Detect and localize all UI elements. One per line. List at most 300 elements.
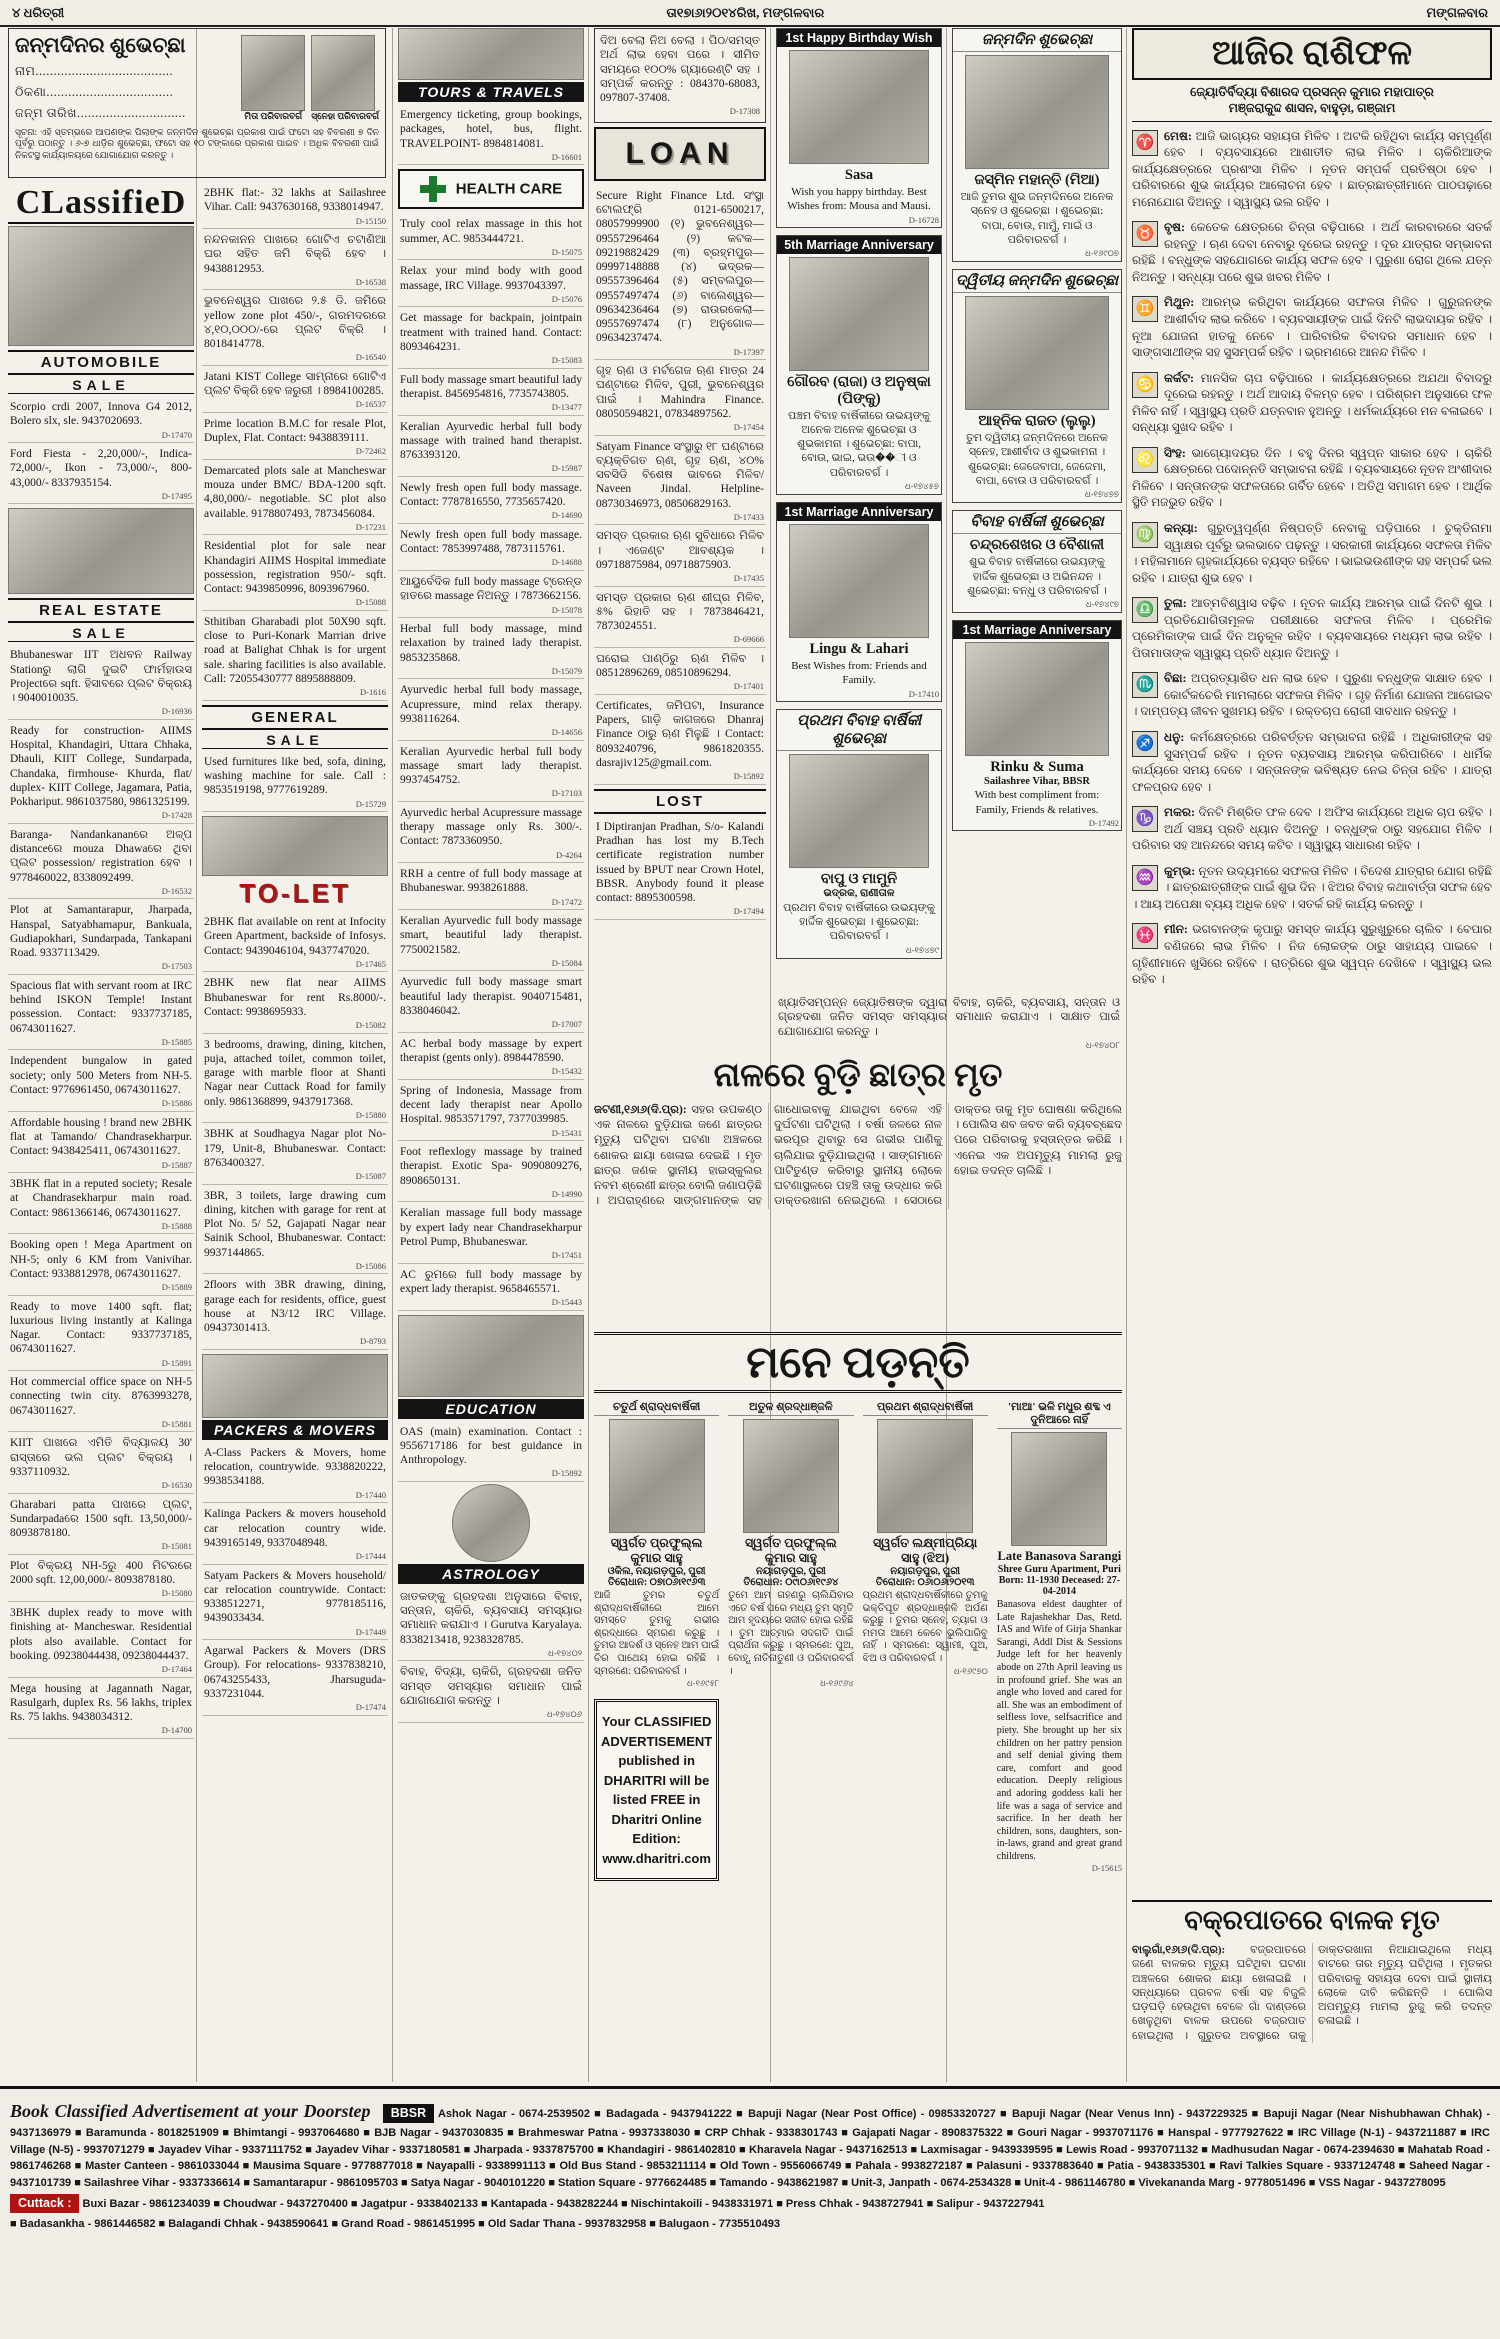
notice-line: Dharitri Online — [611, 1811, 702, 1827]
horoscope-entry — [1132, 219, 1492, 285]
health-care-logo — [398, 169, 584, 209]
greeting-box — [776, 28, 942, 228]
classified-ad — [594, 587, 766, 648]
ad-ref: D-72462 — [355, 446, 386, 457]
ad-text: Jatani KIST College ସାମ୍ନାରେ ଗୋଟିଏ ପ୍ଲଟ ବିକ୍ରି ହେବ ଜରୁରୀ । 8984100285. — [204, 370, 386, 398]
sale-label: SALE — [8, 377, 194, 394]
horoscope-entries — [1132, 128, 1492, 988]
ad-ref: D-17454 — [733, 422, 764, 433]
ad-text: Plot at Samantarapur, Jharpada, Hanspal, Satyabhamapur, Bankuala, Gudiapokhari, Sundarpada, Tankapani Road. 9337113429. — [10, 904, 192, 960]
classified-ad — [398, 863, 584, 910]
real-estate-photo — [8, 508, 194, 594]
ad-text: 3BHK flat in a reputed society; Resale at Chandrasekharpur main road. Contact: 9861366146, 06743011627. — [10, 1178, 192, 1219]
ad-text: ଆୟୁର୍ବେଦିକ full body massage ଟ୍ରେନ୍ଡ ହାତରେ massage ନିଅନ୍ତୁ । 7873662156. — [400, 576, 582, 603]
classified-ad — [202, 911, 388, 972]
to-let-section-label: TO-LET — [239, 878, 351, 909]
horoscope-text: ନୂତନ ଉଦ୍ୟମରେ ସଫଳତା ମିଳିବ । ବିଦେଶ ଯାତ୍ରାର ଯୋଗ ରହିଛି । ଛାତ୍ରଛାତ୍ରୀଙ୍କ ପାଇଁ ଶୁଭ ଦିନ । ଝିଅର ବିବାହ କଥାବାର୍ତ୍ତା ସଫଳ ହେବ । ଆୟ ଅପେକ୍ଷା ବ୍ୟୟ ଅଧିକ ହେବ । ସତର୍କ ରହି କାର୍ଯ୍ୟ କରନ୍ତୁ । — [1132, 863, 1492, 911]
ad-ref: D-15082 — [355, 1020, 386, 1031]
deceased-dates: ତିରୋଧାନ: ୦୯ା୦୬ା୧୯୬୪ — [743, 1577, 839, 1588]
greeting-name: Rinku & Suma — [990, 759, 1084, 776]
news-article-drowning — [594, 1058, 1122, 1326]
greeting-box — [952, 28, 1122, 262]
dateline: ବାଲୁଗାଁ,୧୬ା୬(ଦି.ପ୍ର): — [1132, 1944, 1226, 1956]
ad-text: Scorpio crdi 2007, Innova G4 2012, Bolero slx, sle. 9437020693. — [10, 401, 192, 428]
classified-ad — [202, 1640, 388, 1716]
horoscope-entry — [1132, 370, 1492, 436]
ad-ref: D-15615 — [1091, 1863, 1122, 1874]
zodiac-name: ମକର: — [1164, 805, 1195, 820]
classified-ad — [398, 524, 584, 571]
deceased-dates: ତିରୋଧାନ: ୦୬ା୦୬ା୨୦୧୩ — [875, 1577, 975, 1588]
form-title: ଜନ୍ମଦିନର ଶୁଭେଚ୍ଛା — [15, 33, 186, 57]
ad-text: Herbal full body massage, mind relaxation by trained lady therapist. 9853235868. — [400, 623, 582, 664]
classified-ad — [202, 1185, 388, 1275]
greeting-box — [952, 269, 1122, 503]
column-2 — [202, 182, 388, 2084]
classified-ad — [398, 1080, 584, 1141]
deceased-name: ସ୍ୱର୍ଗତ ପ୍ରଫୁଲ୍ଲ କୁମାର ସାହୁ — [610, 1536, 703, 1565]
classified-ad — [202, 1442, 388, 1503]
ad-text: 2BHK new flat near AIIMS Bhubaneswar for rent Rs.8000/-. Contact: 9938695933. — [204, 977, 386, 1018]
classified-ad — [8, 1371, 194, 1432]
classified-ad — [202, 1565, 388, 1641]
photo-caption: ମିତା ପରିବାରବର୍ଗ — [244, 111, 303, 121]
classified-ad — [8, 720, 194, 824]
zodiac-icon: ♐ — [1132, 731, 1158, 757]
ad-text: Spacious flat with servant room at IRC behind ISKON Temple! Instant possession. Contact: 9337737185, 06743011627. — [10, 979, 192, 1035]
greeting-photo — [789, 257, 929, 371]
greeting-header: ଜନ୍ମଦିନ ଶୁଭେଚ୍ଛା — [953, 29, 1121, 52]
greeting-header: 1st Marriage Anniversary — [953, 621, 1121, 639]
classified-ad — [398, 369, 584, 416]
medical-cross-icon — [420, 176, 446, 202]
health-care-section-label: HEALTH CARE — [455, 180, 563, 198]
ad-ref: D-17503 — [161, 961, 192, 972]
ad-ref: D-17007 — [551, 1019, 582, 1030]
ad-ref: D-17397 — [733, 346, 764, 357]
greeting-header: ବିବାହ ବାର୍ଷିକୀ ଶୁଭେଚ୍ଛା — [953, 511, 1121, 534]
column-divider — [392, 28, 393, 2082]
ad-text: I Diptiranjan Pradhan, S/o- Kalandi Pradhan has lost my B.Tech certificate registration number issued by BPUT near Crown Hotel, BBSR. Anybody found it please contact: 8895300598. — [596, 820, 764, 904]
greeting-photo — [965, 296, 1108, 410]
ad-text: Hot commercial office space on NH-5 connecting twin city. 8763993278, 06743011627. — [10, 1376, 192, 1417]
ad-text: Truly cool relax massage in this hot summer, AC. 9853444721. — [400, 218, 582, 245]
ad-text: Ready for construction- AIIMS Hospital, Khandagiri, Uttara Chhaka, Dhauli, KIIT College, Sundarpada, Chandaka, firmhouse- Khurda, flat/ duplex- KIIT College, Jagamara, Patia, Pokhariput. 9861037580, 9861325199. — [10, 724, 192, 809]
ad-ref: D-17103 — [551, 788, 582, 799]
greeting-header: 1st Marriage Anniversary — [777, 503, 941, 521]
memorial-title: ମନେ ପଡ଼ନ୍ତି — [594, 1332, 1122, 1393]
portrait-photo — [1011, 1432, 1107, 1546]
classified-ad — [594, 360, 766, 436]
deceased-address: ନୟାଗଡ଼ପୁର, ପୁରୀ — [755, 1566, 826, 1577]
ad-text: ବିବାହ, ବିଦ୍ୟା, ଚାକିରି, ଗ୍ରହଦଶା ଜନିତ ସମସ୍ତ ସମସ୍ୟାର ସମାଧାନ ପାଇଁ ଯୋଗାଯୋଗ କରନ୍ତୁ । — [400, 1666, 582, 1707]
zodiac-icon: ♑ — [1132, 806, 1158, 832]
form-field-address: ଠିକଣା................................... — [15, 85, 174, 99]
astrology-ads — [398, 1586, 584, 1723]
greeting-box — [776, 502, 942, 702]
greeting-name: Sasa — [844, 167, 874, 183]
general-sale-ads — [202, 751, 388, 812]
ad-ref: D-17472 — [551, 896, 582, 907]
zodiac-icon: ♒ — [1132, 865, 1158, 891]
classified-ad — [202, 460, 388, 536]
classified-ad — [202, 229, 388, 290]
ad-ref: D-17440 — [355, 1489, 386, 1500]
ad-ref: D-8793 — [360, 1336, 386, 1347]
zodiac-name: ବିଛା: — [1164, 671, 1187, 686]
memorial-text: ତୁମେ ଆମ ଗହଣରୁ ଚାଲିଯିବାର ଏତେ ବର୍ଷ ପରେ ମଧ୍ୟ ତୁମ ସ୍ମୃତି ଆମ ହୃଦୟରେ ସଜୀବ ହୋଇ ରହିଛି । ତୁମ ଆତ୍ମାର ସଦଗତି ପାଇଁ ପ୍ରାର୍ଥନା କରୁଛୁ । ସ୍ମରଣେ: ପୁଅ, ବୋହୂ, ନାତିନାତୁଣୀ ଓ ପରିବାରବର୍ଗ । — [728, 1590, 854, 1677]
ad-ref: D-1616 — [360, 687, 386, 698]
column-divider — [1126, 28, 1127, 2082]
ad-ref: D-16936 — [161, 706, 192, 717]
ad-ref: D-17433 — [733, 511, 764, 522]
portrait-photo — [877, 1419, 973, 1533]
horoscope-entry — [1132, 595, 1492, 661]
bbsr-booking-line — [10, 2098, 1490, 2191]
column-divider — [196, 28, 197, 2082]
classified-ad — [398, 477, 584, 524]
memorial-label: ଅତୁଳ ଶ୍ରଦ୍ଧାଞ୍ଜଳି — [728, 1401, 853, 1416]
cuttack-booking-line — [10, 2194, 1490, 2213]
ad-ref: D-17495 — [161, 490, 192, 501]
zodiac-name: କୁମ୍ଭ: — [1164, 863, 1196, 878]
date-line: ତା୧୭ା୬ା୨୦୧୪ରିଖ, ମଙ୍ଗଳବାର — [666, 4, 825, 20]
ad-ref: D-15889 — [161, 1282, 192, 1293]
greeting-message: ଶୁଭ ବିବାହ ବାର୍ଷିକୀରେ ଉଭୟଙ୍କୁ ହାର୍ଦ୍ଦିକ ଶୁଭେଚ୍ଛା ଓ ଅଭିନନ୍ଦନ । ଶୁଭେଚ୍ଛା: ବନ୍ଧୁ ଓ ପରିବାରବର୍ଗ । — [967, 556, 1107, 597]
classified-ad — [8, 824, 194, 900]
classified-ad — [398, 1421, 584, 1482]
horoscope-text: ଆତ୍ମବିଶ୍ୱାସ ବଢ଼ିବ । ନୂତନ କାର୍ଯ୍ୟ ଆରମ୍ଭ ପାଇଁ ଦିନଟି ଶୁଭ । ପ୍ରତିଯୋଗିତାମୂଳକ ପରୀକ୍ଷାରେ ସଫଳତା ମିଳିବ । ପ୍ରେମିକ ପ୍ରେମିକାଙ୍କ ପାଇଁ ଦିନ ଅନୁକୂଳ ରହିବ । ବ୍ୟବସାୟରେ ମଧ୍ୟମ ଲାଭ ରହିବ । ପିତାମାତାଙ୍କ ସ୍ୱାସ୍ଥ୍ୟ ପ୍ରତି ଧ୍ୟାନ ଦିଅନ୍ତୁ । — [1132, 596, 1492, 660]
ad-text: Spring of Indonesia, Massage from decent lady therapist near Apollo Hospital. 9853571797, 7377039985. — [400, 1084, 582, 1126]
ad-ref: ଧ-୧୭୪୦୮ — [1085, 1039, 1120, 1050]
classified-ad — [202, 413, 388, 460]
automobile-photo — [8, 226, 194, 346]
ad-text: Foot reflexlogy massage by trained therapist. Exotic Spa- 9090809276, 8908650131. — [400, 1146, 582, 1187]
loan-section-label: LOAN — [594, 127, 766, 181]
classified-ad — [8, 1173, 194, 1234]
bbsr-badge: BBSR — [383, 2104, 434, 2123]
sample-photo-2 — [311, 35, 379, 122]
notice-line: ADVERTISEMENT — [601, 1733, 713, 1749]
memorial-text: Banasova eldest daughter of Late Rajashekhar Das, Retd. IAS and Wife of Girja Shankar Sarangi, Addl Dist & Sessions Judge left for her heavenly abode on 27th April leaving us in profound grief. She was an angle who loved and cared for all. She was an embodiment of selfless love, selfsacrifice and piety. She brought up her six children on her pattry pension and self denial giving them care, comfort and good education. Deeply religious and adoring goddess kali her life was a saga of service and sacrifice. In her death her children, sons, daughters, son-in-laws, grand and great grand childrens. — [996, 1599, 1122, 1862]
greeting-header: ପ୍ରଥମ ବିବାହ ବାର୍ଷିକୀ ଶୁଭେଚ୍ଛା — [777, 710, 941, 751]
ad-ref: D-16601 — [551, 151, 582, 162]
ad-ref: D-17428 — [161, 810, 192, 821]
ad-text: Independent bungalow in gated society; only 500 Meters from NH-5. Contact: 9776961450, 06743011627. — [10, 1055, 192, 1096]
classified-ad — [202, 751, 388, 812]
ad-ref: D-15729 — [355, 798, 386, 809]
horoscope-entry — [1132, 520, 1492, 586]
ad-ref: D-15081 — [161, 1541, 192, 1552]
lost-section-label: LOST — [594, 789, 766, 814]
ad-ref: ଧ-୧୭୪୭୭ — [1084, 489, 1119, 500]
greeting-box — [776, 235, 942, 495]
ad-ref: D-17492 — [1088, 817, 1119, 828]
deceased-address: ନୟାଗଡ଼ପୁର, ପୁରୀ — [890, 1566, 961, 1577]
classified-ad — [202, 366, 388, 413]
article-headline: ବକ୍ରପାତରେ ବାଳକ ମୃତ — [1184, 1905, 1440, 1935]
deceased-name: ସ୍ୱର୍ଗତ ଲକ୍ଷ୍ମୀପ୍ରିୟା ସାହୁ (ଝିଅ) — [872, 1536, 978, 1565]
greeting-name: ଗୌରବ (ରାଜା) ଓ ଅନୁଷ୍କା (ପିଙ୍କୁ) — [787, 373, 931, 407]
memorial-label: 'ମାଆ' ଭଳି ମଧୁର ଶବ୍ଦ ଏ ଦୁନିଆରେ ନାହିଁ — [997, 1401, 1122, 1429]
ad-text: Plot ବିକ୍ରୟ NH-5ରୁ 400 ମିଟରରେ 2000 sqft. 12,00,000/- 8093878180. — [10, 1559, 192, 1587]
zodiac-name: କର୍କଟ: — [1164, 370, 1195, 385]
zodiac-name: ଧନୁ: — [1164, 730, 1185, 744]
notice-line: www.dharitri.com — [602, 1850, 711, 1866]
ad-text: ସମସ୍ତ ପ୍ରକାର ଋଣ ସୁବିଧାରେ ମିଳିବ । ଏଜେଣ୍ଟ ଆବଶ୍ୟକ । 09718875984, 09718875903. — [596, 530, 764, 571]
ad-ref: D-15892 — [551, 1468, 582, 1479]
classified-ad — [398, 571, 584, 618]
ad-text: 2BHK flat:- 32 lakhs at Sailashree Vihar. Call: 9437630168, 9338014947. — [204, 187, 386, 214]
ad-ref: D-17464 — [161, 1664, 192, 1674]
zodiac-icon: ♓ — [1132, 923, 1158, 949]
deceased-name: ସ୍ୱର୍ଗତ ପ୍ରଫୁଲ୍ଲ କୁମାର ସାହୁ — [744, 1536, 837, 1565]
ad-ref: D-15079 — [551, 665, 582, 676]
ad-ref: D-17444 — [355, 1551, 386, 1561]
ad-text: Secure Right Finance Ltd. ସଂସ୍ଥା ଟୋଲଫ୍ରି 0121-6500217, 08057999900 (୧) ଭୁବନେଶ୍ୱର—09557296464 (୨) କଟକ— 09219882429 (୩) ବ୍ରହ୍ମପୁର— 09997148888 (୪) ଭଦ୍ରକ— 09557396464 (୫) ସମ୍ବଲପୁର— 09557497474 (୬) ବାଲେଶ୍ୱର— 09634236464 (୭) ରାଉରକେଲା— 09557697474 (୮) ଅନୁଗୋଳ—09634237474. — [596, 189, 764, 345]
classified-ad — [8, 396, 194, 443]
classified-ad — [398, 1586, 584, 1662]
deceased-dates: ତିରୋଧାନ: ୦୭ା୦୬ା୧୯୬୩ — [607, 1577, 706, 1588]
ad-ref: D-15083 — [551, 355, 582, 366]
greeting-name: Lingu & Lahari — [809, 641, 909, 658]
ad-text: Ford Fiesta - 2,20,000/-, Indica- 72,000/-, Ikon - 73,000/-, 800- 43,000/- 8337935154. — [10, 448, 192, 489]
classified-ad — [8, 443, 194, 504]
classified-ad — [398, 741, 584, 802]
ad-text: ଗୃହ ଋଣ ଓ ମର୍ଟଗେଜ ଋଣ ମାତ୍ର 24 ଘଣ୍ଟାରେ ମିଳିବ, ପୁରୀ, ଭୁବନେଶ୍ୱର ପାଇଁ । Mahindra Finance. 08050594821, 07834897562. — [596, 365, 764, 420]
memorial-entry — [863, 1401, 988, 1881]
ad-ref: D-15087 — [355, 1171, 386, 1182]
ad-text: Emergency ticketing, group bookings, packages, hotel, bus, flight. TRAVELPOINT- 8984814081. — [400, 109, 582, 150]
classified-ad — [202, 182, 388, 229]
portrait-photo — [609, 1419, 705, 1533]
greeting-header: 1st Happy Birthday Wish — [777, 29, 941, 47]
education-photo — [398, 1315, 584, 1397]
ad-text: OAS (main) examination. Contact : 9556717186 for best guidance in Anthropology. — [400, 1425, 582, 1467]
to-let-house-photo — [202, 816, 388, 876]
deceased-address: ଓକିଲ, ନୟାଗଡ଼ପୁର, ପୁରୀ — [607, 1566, 706, 1577]
horoscope-entry — [1132, 729, 1492, 795]
news-article-lightning — [1132, 1900, 1492, 2087]
ad-ref: D-15086 — [355, 1260, 386, 1271]
ad-text: Prime location B.M.C for resale Plot, Duplex, Flat. Contact: 9438839111. — [204, 417, 386, 445]
ad-ref: D-17470 — [161, 429, 192, 440]
ad-text: Keralian Ayurvedic herbal full body massage with trained hand therapist. 8763393120. — [400, 420, 582, 462]
ad-text: ଖ୍ୟାତିସମ୍ପନ୍ନ ଜ୍ୟୋତିଷଙ୍କ ଦ୍ୱାରା ବିବାହ, ଚାକିରି, ବ୍ୟବସାୟ, ସନ୍ତାନ ଓ ଗ୍ରହଦଶା ଜନିତ ସମସ୍ତ ସମସ୍ୟାର ସମାଧାନ କରାଯାଏ । ସାକ୍ଷାତ ପାଇଁ ଯୋଗାଯୋଗ କରନ୍ତୁ । — [778, 997, 1120, 1038]
ad-ref: D-15892 — [733, 771, 764, 782]
classified-ad — [398, 802, 584, 863]
ad-ref: D-17474 — [355, 1702, 386, 1713]
ad-ref: ଧ-୧୭୪୦୨ — [547, 1647, 582, 1658]
dateline: ଜଟଣୀ,୧୬ା୬(ଦି.ପ୍ର): — [594, 1104, 687, 1116]
greeting-message: ତୁମ ଦ୍ୱିତୀୟ ଜନ୍ମଦିନରେ ଅନେକ ସ୍ନେହ, ଆଶୀର୍ବାଦ ଓ ଶୁଭକାମନା । ଶୁଭେଚ୍ଛା: ଜେଜେବାପା, ଜେଜେମା, ବାପା, ବୋଉ ଓ ପରିବାରବର୍ଗ । — [966, 432, 1108, 488]
ad-ref: D-17401 — [733, 681, 764, 692]
ad-ref: D-17449 — [355, 1626, 386, 1637]
astrology-section-label: ASTROLOGY — [398, 1564, 584, 1584]
greeting-name: ଚନ୍ଦ୍ରଶେଖର ଓ ବୈଶାଳୀ — [969, 537, 1105, 554]
horoscope-text: କର୍ମକ୍ଷେତ୍ରରେ ପରିବର୍ତ୍ତନ ସମ୍ଭାବନା ରହିଛି । ଅଧିକାରୀଙ୍କ ସହ ସୁସମ୍ପର୍କ ରହିବ । ନୂତନ ବ୍ୟବସାୟ ଆରମ୍ଭ କରିପାରିବେ । ଧାର୍ମିକ କାର୍ଯ୍ୟରେ ସମୟ ଦେବେ । ସନ୍ତାନଙ୍କ ଭବିଷ୍ୟତ ନେଇ ଚିନ୍ତା ରହିବ । ଯାତ୍ରା ଫଳପ୍ରଦ ହେବ । — [1132, 730, 1492, 794]
ad-text: ଦିଅ ବେଲା ନିଅ ବେଲା । ପିଠ/ସମସ୍ତ ଅର୍ଥ ଲାଭ ହେବା ପରେ । ସୀମିତ ସମୟରେ ୧୦୦% ଗ୍ୟାରେଣ୍ଟି ସହ । ସମ୍ପର୍କ କରନ୍ତୁ : 084370-68083, 097807-37408. — [600, 35, 760, 104]
ad-text: ନନ୍ଦନକାନନ ପାଖରେ ଗୋଟିଏ ଚଟାଣିଆ ଘର ସହିତ ଜମି ବିକ୍ରି ହେବ । 9438812953. — [204, 234, 386, 275]
greeting-photo — [789, 754, 929, 868]
ad-ref: D-15431 — [551, 1127, 582, 1138]
ad-ref: D-15076 — [551, 293, 582, 304]
finance-top-ad — [594, 28, 766, 123]
form-sample-photos — [241, 35, 379, 122]
puri-booking-line — [10, 2216, 1490, 2233]
ad-text: Agarwal Packers & Movers (DRS Group). For relocations- 9337838210, 06743255433, Jharsuguda- 9337231044. — [204, 1645, 386, 1700]
column-4 — [594, 28, 766, 1054]
article-body — [594, 1103, 1122, 1209]
zodiac-name: ବୃଷ: — [1164, 220, 1186, 235]
horoscope-title: ଆଜିର ରାଶିଫଳ — [1132, 28, 1492, 80]
booking-strip — [0, 2086, 1500, 2339]
classified-ad — [8, 1602, 194, 1678]
ad-ref: D-15084 — [551, 957, 582, 968]
horoscope-entry — [1132, 863, 1492, 913]
classified-ad — [202, 611, 388, 701]
photo-caption: ସ୍ନେହା ପରିବାରବର୍ଗ — [311, 111, 379, 121]
form-field-name: ନାମ...................................... — [15, 64, 174, 78]
ad-ref: D-17231 — [355, 521, 386, 532]
ad-ref: D-16532 — [161, 885, 192, 896]
classified-ad — [8, 975, 194, 1051]
zodiac-name: ମୀନ: — [1164, 922, 1188, 937]
ad-text: Bhubaneswar IIT ଅଧବନ Railway Stationରୁ ଲାଗି ଦୁଇଟି ଫାର୍ମହାଉସ Projectରେ sqft. ହିସାବରେ ପ୍ଲଟ ବିକ୍ରୟ । 9040010035. — [10, 649, 192, 705]
ad-ref: ଧ-୧୭୪୯୭ — [1085, 599, 1119, 610]
ad-ref: D-16728 — [908, 214, 939, 225]
horoscope-text: ଦିନଟି ମିଶ୍ରିତ ଫଳ ଦେବ । ଅଫିସ କାର୍ଯ୍ୟରେ ଅଧିକ ଚାପ ରହିବ । ଅର୍ଥ ସଞ୍ଚୟ ପ୍ରତି ଧ୍ୟାନ ଦିଅନ୍ତୁ । ବନ୍ଧୁଙ୍କ ଠାରୁ ସହଯୋଗ ମିଳିବ । ପରିବାର ସହ ଆନନ୍ଦରେ ସମୟ କଟିବ । ସ୍ୱାସ୍ଥ୍ୟ ସାଧାରଣ ରହିବ । — [1132, 805, 1492, 853]
greeting-photo — [789, 524, 929, 638]
classified-ad — [398, 618, 584, 679]
astrologer-ad-block — [776, 992, 1122, 1052]
zodiac-icon: ♊ — [1132, 296, 1158, 322]
ad-text: Kalinga Packers & movers household car relocation country wide. 9439165149, 9337048948. — [204, 1508, 386, 1549]
classified-ad — [8, 1112, 194, 1173]
ad-ref: D-15880 — [355, 1109, 386, 1120]
ad-text: Residential plot for sale near Khandagiri AIIMS Hospital immediate possession, registration 950/- sqft. Contact: 9439850996, 8093967960. — [204, 540, 386, 596]
ad-text: 2floors with 3BR drawing, dining, garage each for residents, office, guest house at N3/12 IRC Village. 09437301413. — [204, 1279, 386, 1335]
portrait-photo — [743, 1419, 839, 1533]
classified-ad — [202, 1503, 388, 1564]
classified-ad — [398, 213, 584, 260]
ad-text: 3BHK at Soudhagya Nagar plot No- 179, Unit-8, Bhubaneswar. Contact: 8763400327. — [204, 1128, 386, 1169]
ad-ref: D-15885 — [161, 1036, 192, 1047]
ad-text: Keralian Ayurvedic full body massage smart, beautiful lady therapist. 7750021582. — [400, 915, 582, 956]
ad-text: AC herbal body massage by expert therapist (gents only). 8984478590. — [400, 1037, 582, 1064]
classified-ad — [8, 899, 194, 975]
ad-ref: ଧ-୧୬୯୭୦ — [953, 1665, 988, 1676]
classified-ad — [594, 695, 766, 785]
classified-ad — [398, 971, 584, 1032]
ad-text: 3BHK duplex ready to move with finishing at- Mancheswar. Residential plots also available. Contact for booking. 09238044438, 09238044437. — [10, 1607, 192, 1662]
masthead — [0, 0, 1500, 27]
packers-ads — [202, 1442, 388, 1716]
horoscope-text: ଭଗବାନଙ୍କ କୃପାରୁ ସମସ୍ତ କାର୍ଯ୍ୟ ସୁରୁଖୁରୁରେ ଚାଲିବ । ବେପାର ବଣିଜରେ ଲାଭ ମିଳିବ । ନିଜ ଲୋକଙ୍କ ଠାରୁ ସାହାଯ୍ୟ ପାଇବେ । ଗୃହିଣୀମାନେ ଖୁସିରେ ରହିବେ । ରାତ୍ରିରେ ଶୁଭ ସ୍ୱପ୍ନ ଦେଖିବେ । ସ୍ୱାସ୍ଥ୍ୟ ଭଲ ରହିବ । — [1132, 922, 1492, 987]
horoscope-text: ମାନସିକ ଚାପ ବଢ଼ିପାରେ । କାର୍ଯ୍ୟକ୍ଷେତ୍ରରେ ଅଯଥା ବିବାଦରୁ ଦୂରେଇ ରହନ୍ତୁ । ଅର୍ଥ ଆଦାୟ ବିଳମ୍ବ ହେବ । ପରିଶ୍ରମ ଅନୁସାରେ ଫଳ ମିଳିବ ନାହିଁ । ସ୍ୱାସ୍ଥ୍ୟ ପ୍ରତି ଯତ୍ନବାନ ହୁଅନ୍ତୁ । ଧର୍ମକାର୍ଯ୍ୟରେ ମନ ବଳାଇବେ । ସନ୍ଧ୍ୟା ସୁଖଦ ରହିବ । — [1132, 370, 1492, 435]
memorial-entry — [728, 1401, 853, 1881]
zodiac-name: କନ୍ୟା: — [1164, 520, 1198, 535]
ad-ref: D-14990 — [551, 1188, 582, 1199]
notice-line: DHARITRI will be — [603, 1772, 710, 1788]
baby-photo — [311, 35, 375, 111]
memorial-section — [594, 1332, 1122, 2082]
ad-text: RRH a centre of full body massage at Bhubaneswar. 9938261888. — [400, 868, 582, 895]
classified-ad — [398, 1033, 584, 1080]
tours-ads — [398, 104, 584, 165]
zodiac-icon: ♌ — [1132, 447, 1158, 473]
classified-ad — [594, 648, 766, 695]
ad-ref: D-16540 — [355, 352, 386, 363]
ad-text: Satyam Finance ସଂସ୍ଥାରୁ ୧୮ ଘଣ୍ଟାରେ ବ୍ୟକ୍ତିଗତ ଋଣ, ଗୃହ ଋଣ, ୪୦% ସବସିଡି ବିଶେଷ ଭାବରେ ମିଳିବ/ Naveen Jindal. Helpline- 08730346973, 08506829163. — [596, 440, 764, 510]
classified-ad — [202, 1274, 388, 1350]
column-1 — [8, 182, 194, 2084]
ad-ref: D-14700 — [161, 1725, 192, 1736]
ad-ref: D-15088 — [355, 597, 386, 608]
classified-ad — [8, 1432, 194, 1493]
horoscope-text: ଭାଗ୍ୟୋଦୟର ଦିନ । ବହୁ ଦିନର ସ୍ୱପ୍ନ ସାକାର ହେବ । ଚାକିରି କ୍ଷେତ୍ରରେ ପଦୋନ୍ନତି ସମ୍ଭାବନା ରହିଛି । ବ୍ୟବସାୟରେ ନୂତନ ଅଂଶୀଦାର ମିଳିବେ । ସନ୍ତାନଙ୍କ ସଫଳତାରେ ଗର୍ବିତ ହେବେ । ଅତିଥି ସମାଗମ ହେବ । ଆର୍ଥିକ ସ୍ଥିତି ମଜଭୁତ ରହିବ । — [1132, 445, 1492, 510]
greeting-box — [952, 510, 1122, 613]
greeting-message: Best Wishes from: Friends and Family. — [791, 660, 927, 687]
education-section-label: EDUCATION — [398, 1399, 584, 1419]
greeting-name: ଜସ୍ମିନ ମହାନ୍ତି (ମିଆ) — [974, 172, 1100, 188]
article-headline: ନାଳରେ ବୁଡ଼ି ଛାତ୍ର ମୃତ — [713, 1058, 1003, 1094]
bus-photo — [398, 28, 584, 80]
classified-ad — [594, 816, 766, 920]
memorial-text: ଆଜି ତୁମର ଚତୁର୍ଥ ଶ୍ରାଦ୍ଧବାର୍ଷିକୀରେ ଆମେ ସମସ୍ତେ ତୁମକୁ ଗଭୀର ଶ୍ରଦ୍ଧାରେ ସ୍ମରଣ କରୁଛୁ । ତୁମର ଆଦର୍ଶ ଓ ସ୍ନେହ ଆମ ପାଇଁ ଚିର ପାଥେୟ ହୋଇ ରହିଛି । ସ୍ମରଣେ: ପରିବାରବର୍ଗ । — [594, 1590, 720, 1677]
to-let-ads — [202, 911, 388, 1350]
ad-ref: D-15987 — [551, 463, 582, 474]
birthday-greeting-form — [8, 28, 386, 178]
horoscope-section — [1132, 28, 1492, 1896]
sale-label: SALE — [202, 732, 388, 749]
ad-text: Keralian massage full body massage by expert lady near Chandrasekharpur Petrol Pump, Bhubaneswar. — [400, 1207, 582, 1248]
ad-ref: D-15075 — [551, 246, 582, 257]
memorial-text: ପ୍ରଥମ ଶ୍ରାଦ୍ଧବାର୍ଷିକୀରେ ତୁମକୁ ଭକ୍ତିପୂତ ଶ୍ରଦ୍ଧାଞ୍ଜଳି ଅର୍ପଣ କରୁଛୁ । ତୁମର ସ୍ନେହ, ତ୍ୟାଗ ଓ ମମତା ଆମେ କେବେ ଭୁଲିପାରିବୁ ନାହିଁ । ସ୍ମରଣେ: ସ୍ୱାମୀ, ପୁଅ, ଝିଅ ଓ ପରିବାରବର୍ଗ । — [862, 1590, 988, 1664]
zodiac-name: ମେଷ: — [1164, 128, 1192, 143]
horoscope-entry — [1132, 921, 1492, 987]
form-field-dob: ଜନ୍ମ ତାରିଖ.............................. — [15, 106, 186, 120]
ad-ref: D-15881 — [161, 1418, 192, 1429]
horoscope-entry — [1132, 670, 1492, 720]
horoscope-text: ଆରମ୍ଭ କରିଥିବା କାର୍ଯ୍ୟରେ ସଫଳତା ମିଳିବ । ଗୁରୁଜନଙ୍କ ଆଶୀର୍ବାଦ ଲାଭ କରିବେ । ବ୍ୟବସାୟୀଙ୍କ ପାଇଁ ଦିନଟି ଲାଭଦାୟକ ରହିବ । ନୂଆ ଯୋଜନା ହାତକୁ ନେବେ । ପାରିବାରିକ ବିବାଦର ସମାଧାନ ହେବ । ସାଙ୍ଗସାଥୀଙ୍କ ସହ ସୁସମ୍ପର୍କ ରହିବ । ଭ୍ରମଣରେ ଆନନ୍ଦ ମିଳିବ । — [1132, 295, 1492, 360]
column-3 — [398, 28, 584, 2082]
notice-line: Your CLASSIFIED — [601, 1714, 712, 1730]
real-estate-ads-2 — [202, 182, 388, 701]
ad-ref: D-15891 — [161, 1357, 192, 1368]
memorial-entry — [594, 1401, 719, 1881]
zodiac-icon: ♏ — [1132, 672, 1158, 698]
classified-ad — [594, 525, 766, 586]
ad-text: AC ରୁମରେ full body massage by expert lady therapist. 9658465571. — [400, 1268, 582, 1295]
page-number-label: ୪ ଧରିତ୍ରୀ — [12, 4, 65, 20]
ad-text: Satyam Packers & Movers household/ car relocation countrywide. Contact: 9338512271, 9778185116, 9439033434. — [204, 1569, 386, 1625]
packers-truck-photo — [202, 1354, 388, 1418]
ad-ref: D-14688 — [551, 557, 582, 568]
free-listing-notice — [594, 1699, 719, 1881]
classified-ad — [202, 535, 388, 611]
ad-text: Demarcated plots sale at Mancheswar mouza under BMC/ BDA-1200 sqft. 4,80,000/- negotiable. SC plot also available. 9178807493, 7873456084. — [204, 464, 386, 520]
classified-ad — [398, 679, 584, 740]
greeting-box — [776, 709, 942, 959]
strip-lead: Book Classified Advertisement at your Doorstep — [10, 2101, 371, 2121]
horoscope-entry — [1132, 294, 1492, 360]
ad-ref: ଧ-୧୭୪୫୭ — [904, 481, 939, 492]
bbsr-agents: Ashok Nagar - 0674-2539502 ■ Badagada - 9437941222 ■ Bapuji Nagar (Near Post Office) - 09853320727 ■ Bapuji Nagar (Near Venus Inn) - 9437229325 ■ Bapuji Nagar (Near Nishubhawan Chhak) - 9437136979 ■ Baramunda - 8018251909 ■ Bhimtangi - 9937064680 ■ BJB Nagar - 9437030835 ■ Brahmeswar Patna - 9937338030 ■ CRP Chhak - 9338301743 ■ Gajapati Nagar - 8908375322 ■ Gouri Nagar - 9937071176 ■ Hanspal - 9777927622 ■ IRC Village (N-1) - 9437211887 ■ IRC Village (N-5) - 9937071279 ■ Jayadev Vihar - 9337111752 ■ Jayadev Vihar - 9337180581 ■ Jharpada - 9337875700 ■ Khandagiri - 9861402810 ■ Kharavela Nagar - 9437162513 ■ Laxmisagar - 9439339595 ■ Lewis Road - 9937071132 ■ Madhusudan Nagar - 0674-2394630 ■ Mahatab Road - 9861746268 ■ Master Canteen - 9861033044 ■ Mausima Square - 9778877018 ■ Nayapalli - 9338991113 ■ Old Bus Stand - 9853211114 ■ Old Town - 9556066749 ■ Pahala - 9938272187 ■ Palasuni - 9337883640 ■ Patia - 9438335301 ■ Ravi Talkies Square - 9337124748 ■ Saheed Nagar - 9437101739 ■ Sailashree Vihar - 9337336614 ■ Samantarapur - 9861095703 ■ Satya Nagar - 9040101220 ■ Station Square - 9776624485 ■ Tamando - 9438621987 ■ Unit-3, Janpath - 0674-2534328 ■ Unit-4 - 9861146780 ■ Vivekananda Marg - 9778051496 ■ VSS Nagar - 9437278095 — [10, 2108, 1490, 2189]
greeting-photo — [965, 55, 1108, 169]
ad-ref: ଧ-୧୬୯୦୭ — [1085, 248, 1119, 259]
classified-ad — [594, 185, 766, 360]
